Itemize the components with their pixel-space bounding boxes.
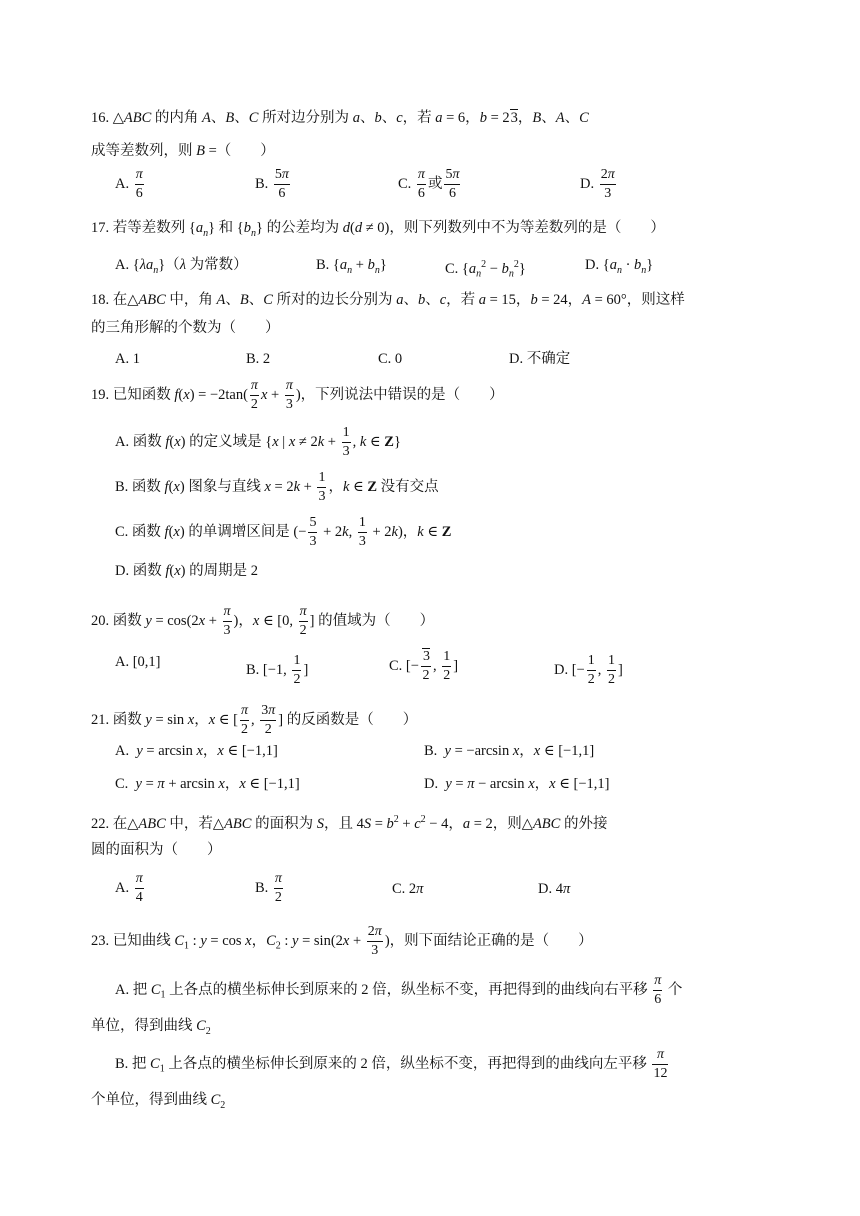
question-20-stem: 20. 函数 y = cos(2x + $\frac{\pi}{3}$ )，x ∈ [0, $\frac{\pi}{2}$ ] 的值域为（ ） bbox=[91, 604, 435, 638]
question-18-option-d[interactable]: D. 不确定 bbox=[509, 351, 571, 367]
question-22-stem-line1: 22. 在△ABC 中，若△ABC 的面积为 S，且 $4S = b^2 + c^2 - 4$，a = 2，则△ABC 的外接 bbox=[91, 814, 608, 832]
question-23-stem: 23. 已知曲线 $C_1$ : y = cos x，$C_2$ : y = sin(2x + $\frac{2\pi}{3}$ )，则下面结论正确的是（ ） bbox=[91, 924, 593, 958]
question-23-option-b-line2[interactable]: 个单位，得到曲线 $C_2$ bbox=[91, 1092, 226, 1111]
question-19-option-c[interactable]: C. 函数 f(x) 的单调增区间是 (− $\frac{5}{3}$ + 2k, $\frac{1}{3}$ + 2k)，k ∈ Z bbox=[115, 515, 452, 549]
question-22-option-c[interactable]: C. 2π bbox=[392, 881, 424, 897]
question-16-option-d[interactable]: D. $\frac{2\pi}{3}$ bbox=[580, 167, 615, 201]
question-18-option-c[interactable]: C. 0 bbox=[378, 351, 403, 367]
question-16-option-a[interactable]: A. $\frac{\pi}{6}$ bbox=[115, 167, 143, 201]
question-20-option-a[interactable]: A. [0,1] bbox=[115, 654, 161, 670]
question-22-option-a[interactable]: A. $\frac{\pi}{4}$ bbox=[115, 871, 143, 905]
question-18-stem-line2: 的三角形解的个数为（ ） bbox=[91, 320, 280, 336]
question-21-stem: 21. 函数 y = sin x，x ∈ [ $\frac{\pi}{2}$ , $\frac{3\pi}{2}$ ] 的反函数是（ ） bbox=[91, 703, 418, 737]
question-17-option-b[interactable]: B. $\{a_n + b_n\}$ bbox=[316, 257, 387, 276]
question-16-option-b[interactable]: B. $\frac{5\pi}{6}$ bbox=[255, 167, 289, 201]
question-16-stem-line1: 16. △ABC 的内角 A、B、C 所对边分别为 a、b、c，若 a = 6，b = 23，B、A、C bbox=[91, 110, 589, 126]
question-19-option-a[interactable]: A. 函数 f(x) 的定义域是 {x | x ≠ 2k + $\frac{1}{3}$ , k ∈ Z} bbox=[115, 425, 401, 459]
question-22-option-d[interactable]: D. 4π bbox=[538, 881, 571, 897]
question-21-option-d[interactable]: D. y = π − arcsin x，x ∈ [−1,1] bbox=[424, 776, 610, 792]
question-18-stem-line1: 18. 在△ABC 中，角 A、B、C 所对的边长分别为 a、b、c，若 a = 15，b = 24，A = 60°，则这样 bbox=[91, 292, 685, 308]
question-17-option-c[interactable]: C. $\{a_n^2 - b_n^2\}$ bbox=[445, 259, 526, 280]
question-22-stem-line2: 圆的面积为（ ） bbox=[91, 842, 222, 858]
question-17-stem: 17. 若等差数列 $\{a_n\}$ 和 $\{b_n\}$ 的公差均为 d(d ≠ 0)，则下列数列中不为等差数列的是（ ） bbox=[91, 220, 665, 239]
question-20-option-c[interactable]: C. [− $\frac{3}{2}$ , $\frac{1}{2}$ ] bbox=[389, 649, 459, 683]
question-16-option-c[interactable]: C. $\frac{\pi}{6}$ 或 $\frac{5\pi}{6}$ bbox=[398, 167, 460, 201]
question-22-option-b[interactable]: B. $\frac{\pi}{2}$ bbox=[255, 871, 282, 905]
question-21-option-b[interactable]: B. y = −arcsin x，x ∈ [−1,1] bbox=[424, 743, 595, 759]
question-19-option-b[interactable]: B. 函数 f(x) 图象与直线 x = 2k + $\frac{1}{3}$ ，k ∈ Z 没有交点 bbox=[115, 470, 439, 504]
question-17-option-d[interactable]: D. $\{a_n \cdot b_n\}$ bbox=[585, 257, 654, 276]
question-18-option-b[interactable]: B. 2 bbox=[246, 351, 271, 367]
question-23-option-b-line1[interactable]: B. 把 $C_1$ 上各点的横坐标伸长到原来的 2 倍，纵坐标不变，再把得到的曲线向左平移 $\frac{\pi}{12}$ bbox=[115, 1047, 668, 1081]
question-21-option-c[interactable]: C. y = π + arcsin x，x ∈ [−1,1] bbox=[115, 776, 300, 792]
question-21-option-a[interactable]: A. y = arcsin x，x ∈ [−1,1] bbox=[115, 743, 278, 759]
question-19-option-d[interactable]: D. 函数 f(x) 的周期是 2 bbox=[115, 563, 259, 579]
question-16-stem-line2: 成等差数列，则 B =（ ） bbox=[91, 143, 275, 159]
question-23-option-a-line2[interactable]: 单位，得到曲线 $C_2$ bbox=[91, 1018, 211, 1037]
question-20-option-b[interactable]: B. [−1, $\frac{1}{2}$ ] bbox=[246, 653, 309, 687]
question-19-stem: 19. 已知函数 f(x) = −2tan( $\frac{\pi}{2}$ x + $\frac{\pi}{3}$ )，下列说法中错误的是（ ） bbox=[91, 378, 504, 412]
question-17-option-a[interactable]: A. $\{\lambda a_n\}(\lambda$ 为常数） bbox=[115, 257, 248, 276]
question-23-option-a-line1[interactable]: A. 把 $C_1$ 上各点的横坐标伸长到原来的 2 倍，纵坐标不变，再把得到的曲线向右平移 $\frac{\pi}{6}$ 个 bbox=[115, 973, 683, 1007]
question-18-option-a[interactable]: A. 1 bbox=[115, 351, 140, 367]
question-20-option-d[interactable]: D. [− $\frac{1}{2}$ , $\frac{1}{2}$ ] bbox=[554, 653, 623, 687]
